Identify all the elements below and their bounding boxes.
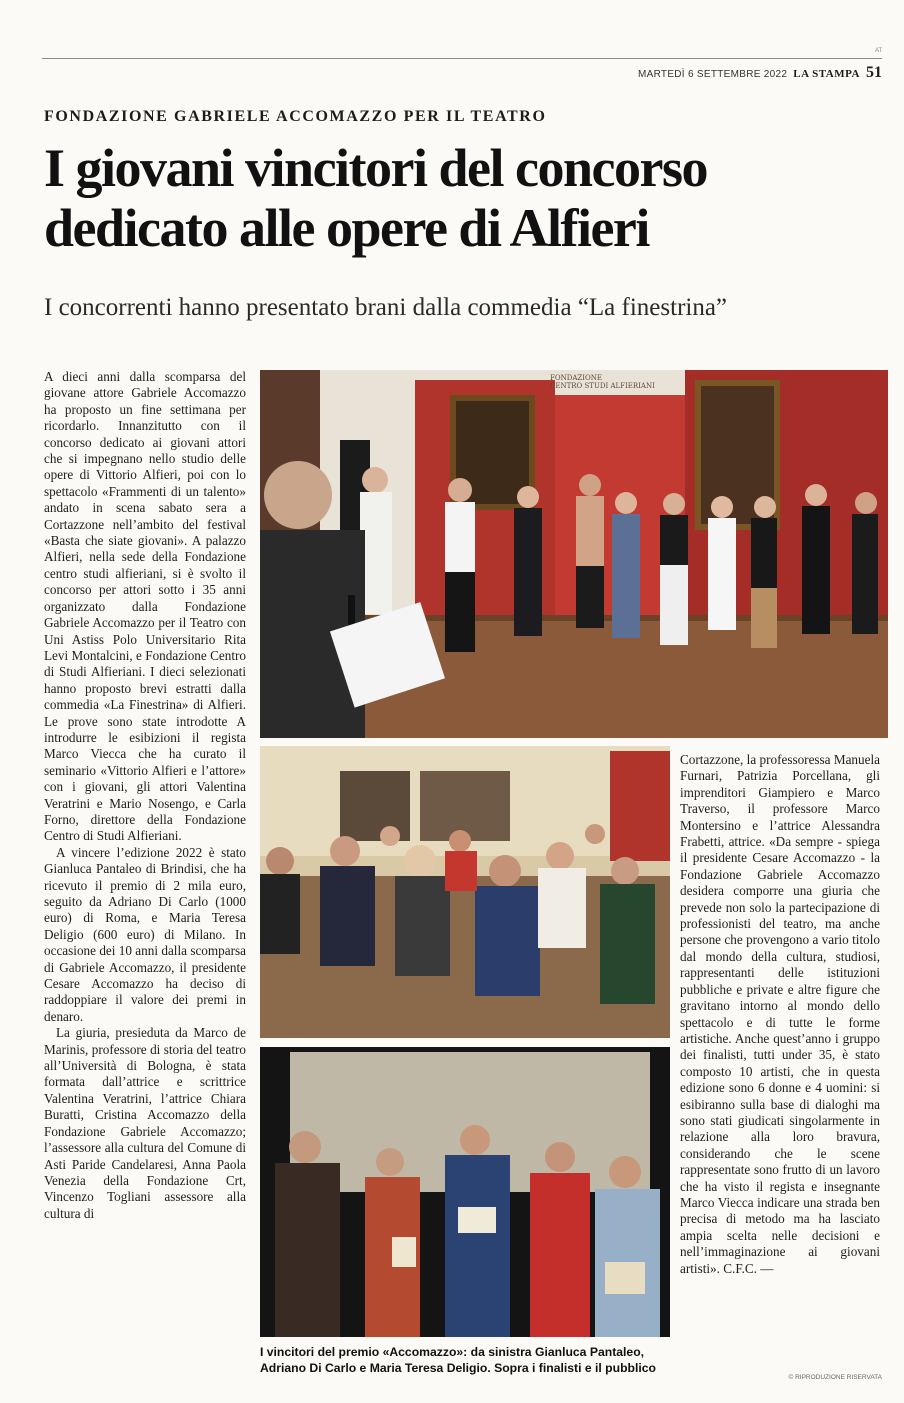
- photo-caption: I vincitori del premio «Accomazzo»: da sinistra Gianluca Pantaleo, Adriano Di Carlo e Maria Teresa Deligio. Sopra i finalisti e il pubblico: [260, 1345, 656, 1375]
- body-paragraph: La giuria, presieduta da Marco de Marinis, professore di storia del teatro all’Università di Bologna, è stata formata dall’attrice e scrittrice Valentina Veratrini, l’attrice Chiara Buratti, Cristina Accomazzo della Fondazione Gabriele Accomazzo; l’assessore alla cultura del Comune di Asti Paride Candelaresi, Anna Paola Venezia della Fondazione Crt, Vincenzo Togliani assessore alla cultura di: [44, 1025, 246, 1221]
- article-kicker: FONDAZIONE GABRIELE ACCOMAZZO PER IL TEATRO: [44, 108, 547, 125]
- page-number: 51: [866, 64, 882, 81]
- body-column-1: [44, 369, 246, 1222]
- body-column-3: [680, 752, 880, 1277]
- newspaper-name: LA STAMPA: [793, 68, 860, 80]
- body-paragraph: A vincere l’edizione 2022 è stato Gianluca Pantaleo di Brindisi, che ha ricevuto il premio di 2 mila euro, seguito da Adriano Di Carlo (1000 euro) di Roma, e Maria Teresa Deligio (600 euro) di Milano. In occasione dei 10 anni dalla scomparsa di Gabriele Accomazzo, il presidente Cesare Accomazzo ha deciso di raddoppiare il valore dei premi in denaro.: [44, 844, 246, 1024]
- page-corner-mark: AT: [875, 48, 883, 54]
- top-rule: [42, 58, 882, 59]
- body-paragraph: A dieci anni dalla scomparsa del giovane attore Gabriele Accomazzo ha proposto un fine settimana per ricordarlo. Innanzitutto con il concorso dedicato ai giovani attori che si impegnano nello studio delle opere di Vittorio Alfieri, poi con lo spettacolo «Frammenti di un talento» andato in scena sabato sera a Cortazzone nell’ambito del festival «Basta che siate giovani». A palazzo Alfieri, nella sede della Fondazione centro studi alfieriani, si è svolto il concorso per attori sotto i 35 anni organizzato dalla Fondazione Gabriele Accomazzo per il Teatro con Uni Astiss Polo Universitario Rita Levi Montalcini, e Fondazione Centro di Studi Alfieriani. I dieci selezionati hanno proposto brevi estratti dalla commedia «La Finestrina» di Alfieri. Le prove sono state introdotte A introdurre le esibizioni il regista Marco Viecca che ha curato il seminario «Vittorio Alfieri e l’attore» con i giovani, gli attori Valentina Veratrini e Mario Nosengo, e Carla Forno, direttore della Fondazione Centro di Studi Alfieriani.: [44, 369, 246, 844]
- article-headline: [44, 138, 884, 258]
- wall-sign-text: FONDAZIONE CENTRO STUDI ALFIERIANI: [550, 374, 655, 390]
- article-subheadline: I concorrenti hanno presentato brani dalla commedia “La finestrina”: [44, 294, 728, 321]
- issue-date: MARTEDÌ 6 SETTEMBRE 2022: [637, 69, 788, 80]
- masthead: [638, 64, 882, 82]
- winners-photo: [260, 1047, 670, 1337]
- copyright-notice: © RIPRODUZIONE RISERVATA: [788, 1374, 882, 1381]
- body-paragraph: Cortazzone, la professoressa Manuela Furnari, Patrizia Porcellana, gli imprenditori Giampiero e Marco Traverso, il professore Marco Montersino e l’attrice Alessandra Frabetti, attrice. «Da sempre - spiega il presidente Cesare Accomazzo - la Fondazione Gabriele Accomazzo desidera comporre una giuria che prevede non solo la partecipazione di professionisti del teatro, ma anche persone che provengono a vario titolo dal mondo della cultura, studiosi, rappresentanti delle istituzioni pubbliche e private e altre figure che gravitano intorno al mondo dello spettacolo e di tutte le forme artistiche. Anche quest’anno i gruppo dei finalisti, tutti under 35, è stato composto 10 artisti, che in questa edizione sono 6 donne e 4 uomini: si esibiranno sulla base di dialoghi ma sono stati giudicati singolarmente in relazione alla loro bravura, considerando che le scene rappresentate sono frutto di un lavoro che ha visto il regista e insegnante Marco Viecca indicare una strada ben precisa di metodo ma ha lasciato ampia scelta nelle decisioni e nell’immaginazione ai giovani artisti». C.F.C. —: [680, 752, 880, 1276]
- audience-photo: [260, 746, 670, 1038]
- finalists-photo: [260, 370, 888, 738]
- headline-line-2: dedicato alle opere di Alfieri: [44, 198, 649, 258]
- headline-line-1: I giovani vincitori del concorso: [44, 138, 707, 198]
